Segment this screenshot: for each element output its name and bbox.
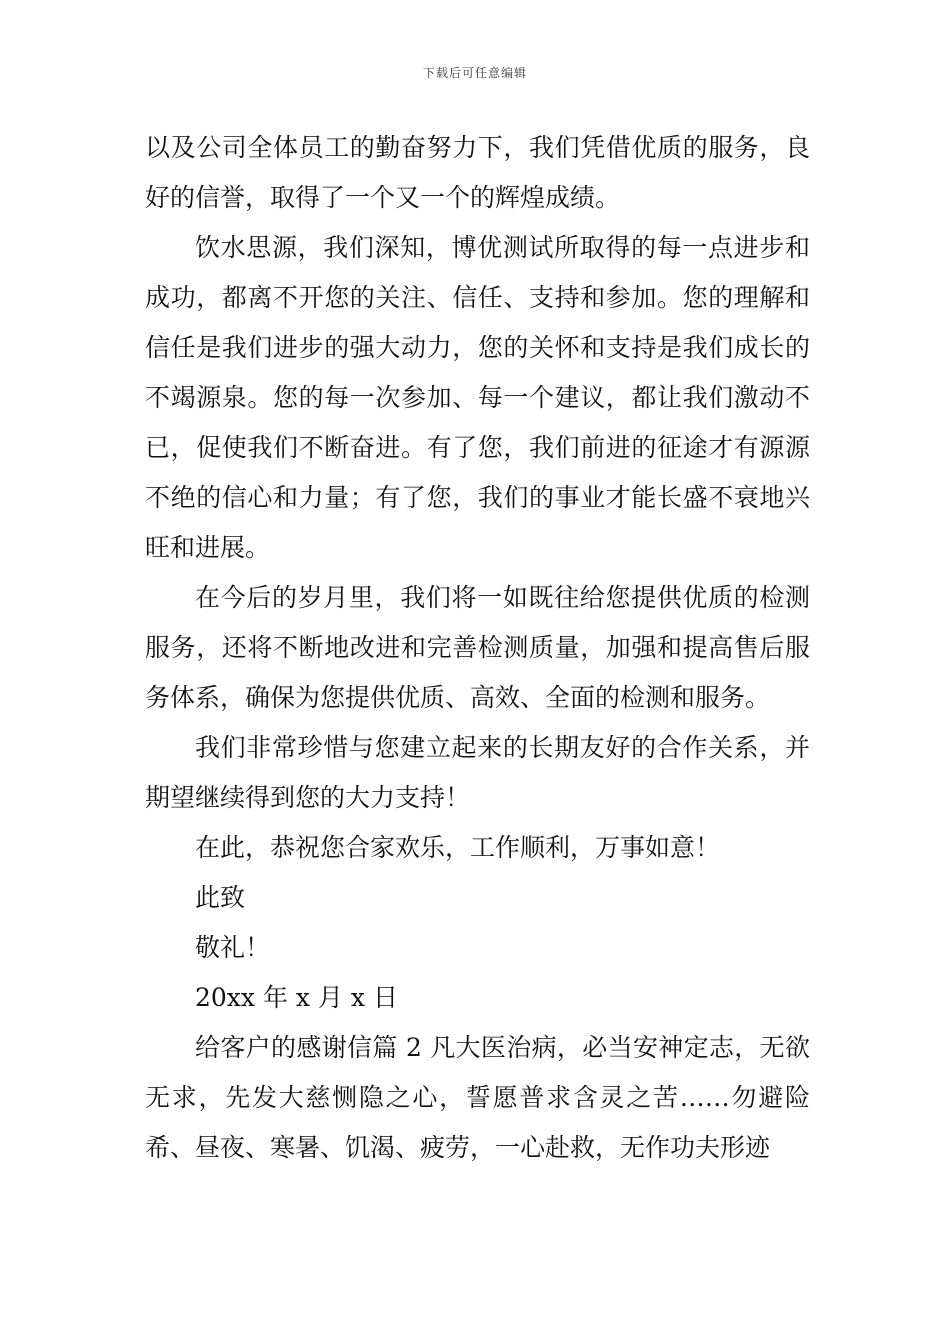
paragraph-3: 在今后的岁月里，我们将一如既往给您提供优质的检测服务，还将不断地改进和完善检测质量，加强和提高售后服务体系，确保为您提供优质、高效、全面的检测和服务。 xyxy=(145,583,810,712)
paragraph-4: 我们非常珍惜与您建立起来的长期友好的合作关系，并期望继续得到您的大力支持！ xyxy=(145,733,810,812)
paragraph-1: 以及公司全体员工的勤奋努力下，我们凭借优质的服务，良好的信誉，取得了一个又一个的辉煌成绩。 xyxy=(145,133,810,212)
document-body xyxy=(145,123,810,1173)
paragraph-2: 饮水思源，我们深知，博优测试所取得的每一点进步和成功，都离不开您的关注、信任、支持和参加。您的理解和信任是我们进步的强大动力，您的关怀和支持是我们成长的不竭源泉。您的每一次参加、每一个建议，都让我们激动不已，促使我们不断奋进。有了您，我们前进的征途才有源源不绝的信心和力量；有了您，我们的事业才能长盛不衰地兴旺和进展。 xyxy=(145,233,810,562)
greeting-line: 在此，恭祝您合家欢乐，工作顺利，万事如意！ xyxy=(195,833,721,862)
paragraph-next-letter: 给客户的感谢信篇 2 凡大医治病，必当安神定志，无欲无求，先发大慈恻隐之心，誓愿普求含灵之苦……勿避险希、昼夜、寒暑、饥渴、疲劳，一心赴救，无作功夫形迹 xyxy=(145,1033,810,1162)
salute-line: 敬礼！ xyxy=(195,933,271,962)
closing-line: 此致 xyxy=(195,883,246,912)
page-header: 下载后可任意编辑 xyxy=(422,66,527,80)
date-line: 20xx 年 x 月 x 日 xyxy=(195,983,398,1012)
